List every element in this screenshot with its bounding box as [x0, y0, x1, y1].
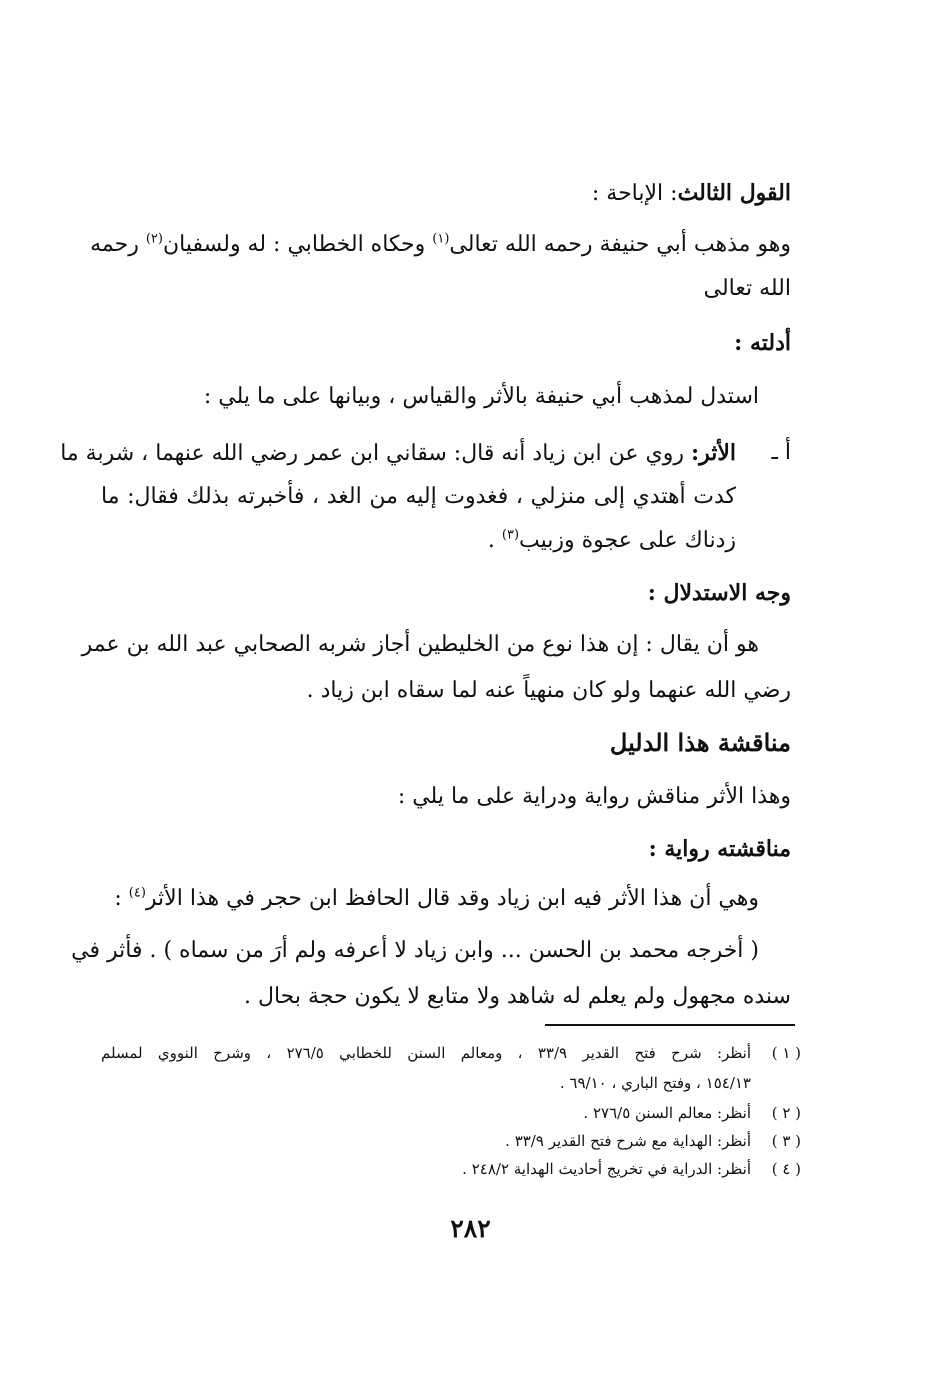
footnote-ref-4[interactable]: (٤) [128, 885, 146, 901]
para1-text-a: وهو مذهب أبي حنيفة رحمه الله تعالى [449, 232, 791, 257]
footnote-4-number: ( ٤ ) [771, 1160, 801, 1178]
page-number: ٢٨٢ [450, 1214, 491, 1243]
footnote-1-continuation: ١٥٤/١٣ ، وفتح الباري ، ٦٩/١٠ . [559, 1074, 751, 1092]
footnote-ref-3[interactable]: (٣) [501, 527, 520, 543]
para3-line1: هو أن يقال : إن هذا نوع من الخليطين أجاز شربه الصحابي عبد الله بن عمر [81, 632, 759, 657]
para4-text: وهذا الأثر مناقش رواية ودراية على ما يلي : [397, 784, 791, 809]
para5-line2: ( أخرجه محمد بن الحسن ... وابن زياد لا أعرفه ولم أرَ من سماه ) . فأثر في [71, 938, 759, 963]
item-a-marker: أ ـ [771, 440, 791, 465]
footnote-ref-1[interactable]: (١) [432, 231, 450, 247]
para1-text-b: وحكاه الخطابي : له ولسفيان [162, 232, 433, 257]
footnote-separator [545, 1024, 795, 1026]
footnote-3-text: أنظر: الهداية مع شرح فتح القدير ٣٣/٩ . [505, 1132, 751, 1150]
item-a-label: الأثر: [690, 440, 736, 466]
third-opinion-rest: : الإباحة : [591, 181, 678, 206]
para1-line2: الله تعالى [703, 276, 791, 301]
third-opinion-label: القول الثالث [677, 180, 791, 206]
inference-heading: وجه الاستدلال : [647, 580, 791, 606]
item-a-line3 [488, 524, 736, 558]
para5-line1 [114, 882, 759, 916]
item-a-line2: كدت أهتدي إلى منزلي ، فغدوت إليه من الغد ، فأخبرته بذلك فقال: ما [101, 484, 736, 509]
footnote-2-text: أنظر: معالم السنن ٢٧٦/٥ . [583, 1104, 751, 1122]
narration-heading: مناقشته رواية : [648, 836, 791, 862]
para3-line2: رضي الله عنهما ولو كان منهياً عنه لما سقاه ابن زياد . [306, 678, 791, 703]
footnote-ref-2[interactable]: (٢) [145, 231, 163, 247]
evidence-heading: أدلته : [734, 330, 791, 356]
footnote-1-number: ( ١ ) [771, 1044, 801, 1062]
discussion-heading: مناقشة هذا الدليل [609, 728, 791, 757]
para5-line1-end: : [114, 886, 129, 911]
para2-text: استدل لمذهب أبي حنيفة بالأثر والقياس ، وبيانها على ما يلي : [203, 384, 759, 409]
item-a-line1-text: روي عن ابن زياد أنه قال: سقاني ابن عمر رضي الله عنهما ، شربة ما [60, 441, 691, 466]
third-opinion-heading [592, 176, 791, 211]
item-a-line3-text: زدناك على عجوة وزبيب [519, 528, 736, 553]
para5-line3: سنده مجهول ولم يعلم له شاهد ولا متابع لا يكون حجة بحال . [243, 984, 791, 1009]
para1-text-c: رحمه [90, 232, 146, 257]
footnote-2-number: ( ٢ ) [771, 1104, 801, 1122]
footnote-1-text: أنظر: شرح فتح القدير ٣٣/٩ ، ومعالم السنن للخطابي ٢٧٦/٥ ، وشرح النووي لمسلم [101, 1044, 752, 1062]
item-a-line1 [60, 436, 736, 471]
footnote-4-text: أنظر: الدراية في تخريج أحاديث الهداية ٢٤٨/٢ . [462, 1160, 751, 1178]
item-a-line3-end: . [487, 528, 502, 553]
para5-line1-text: وهي أن هذا الأثر فيه ابن زياد وقد قال الحافظ ابن حجر في هذا الأثر [145, 886, 759, 911]
para1-line1 [90, 228, 791, 262]
footnote-3-number: ( ٣ ) [771, 1132, 801, 1150]
